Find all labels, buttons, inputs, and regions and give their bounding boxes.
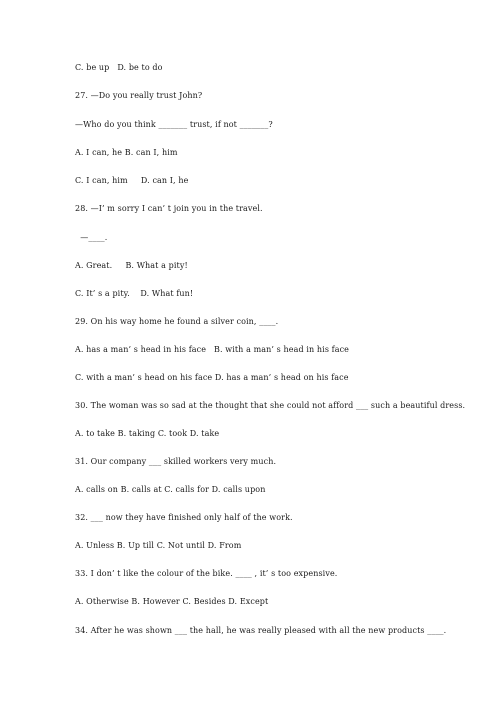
option-line: A. Great. B. What a pity!: [75, 261, 188, 270]
question-line: 31. Our company ___ skilled workers very much.: [75, 457, 277, 466]
option-line: C. I can, him D. can I, he: [75, 176, 189, 185]
question-line: 28. —I’ m sorry I can’ t join you in the travel.: [75, 204, 263, 213]
question-line: —Who do you think _______ trust, if not _______?: [75, 120, 273, 129]
option-line: C. It’ s a pity. D. What fun!: [75, 289, 194, 298]
question-line: 32. ___ now they have finished only half of the work.: [75, 513, 293, 522]
option-line: A. Otherwise B. However C. Besides D. Except: [75, 597, 269, 606]
option-line: A. Unless B. Up till C. Not until D. From: [75, 541, 242, 550]
option-line: C. with a man’ s head on his face D. has a man’ s head on his face: [75, 373, 349, 382]
option-line: A. to take B. taking C. took D. take: [75, 429, 220, 438]
question-line: 27. —Do you really trust John?: [75, 91, 203, 100]
option-line: C. be up D. be to do: [75, 63, 163, 72]
question-line: —____.: [75, 233, 108, 242]
option-line: A. has a man’ s head in his face B. with a man’ s head in his face: [75, 345, 350, 354]
question-line: 34. After he was shown ___ the hall, he was really pleased with all the new products ____.: [75, 626, 447, 635]
question-line: 30. The woman was so sad at the thought that she could not afford ___ such a beautiful dress.: [75, 401, 466, 410]
option-line: A. calls on B. calls at C. calls for D. calls upon: [75, 485, 266, 494]
option-line: A. I can, he B. can I, him: [75, 148, 178, 157]
question-line: 29. On his way home he found a silver coin, ____.: [75, 317, 279, 326]
question-line: 33. I don’ t like the colour of the bike. ____ , it’ s too expensive.: [75, 569, 338, 578]
